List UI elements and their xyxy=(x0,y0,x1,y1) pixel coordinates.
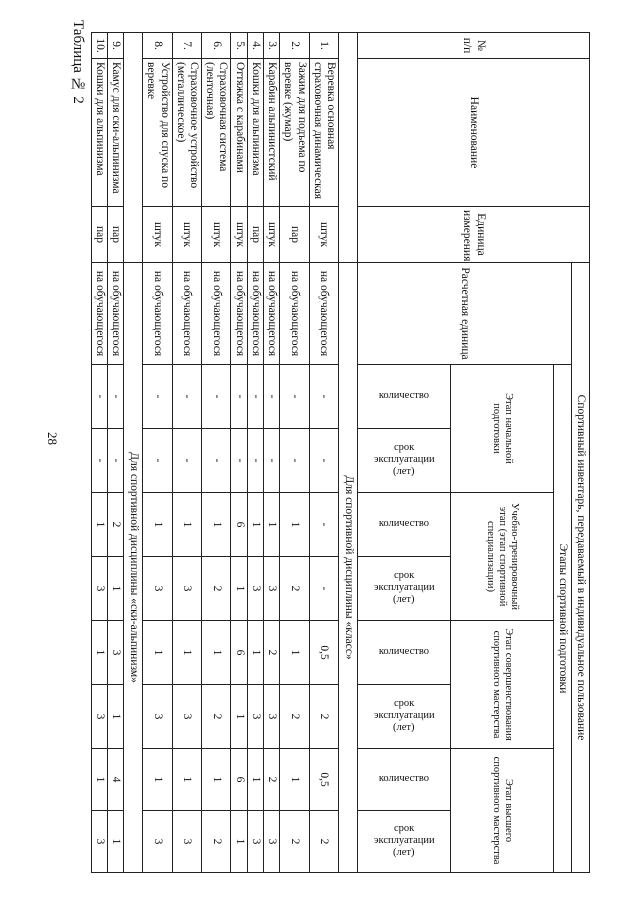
row-name: Кошки для альпинизма xyxy=(91,59,107,207)
row-term-value: - xyxy=(91,429,107,493)
row-unit: штук xyxy=(263,207,279,263)
row-quantity-value: - xyxy=(309,365,338,429)
row-term-value: 2 xyxy=(309,685,338,749)
row-calc-unit: на обучающегося xyxy=(143,263,172,365)
section-title: Для спортивной дисциплины «ски-альпинизм» xyxy=(124,263,143,873)
row-quantity-value: 1 xyxy=(280,493,309,557)
row-term-value: - xyxy=(309,429,338,493)
row-term-value: 1 xyxy=(231,685,247,749)
row-term-value: - xyxy=(143,429,172,493)
row-unit: пар xyxy=(91,207,107,263)
row-quantity-value: 1 xyxy=(91,749,107,811)
table-row xyxy=(202,33,231,873)
row-term-value: 3 xyxy=(143,557,172,621)
row-number: 3. xyxy=(263,33,279,59)
row-quantity-value: 1 xyxy=(172,493,201,557)
row-name: Оттяжка с карабинами xyxy=(231,59,247,207)
subheader-term-stage-1 xyxy=(358,429,451,493)
row-quantity-value: 6 xyxy=(231,493,247,557)
row-number: 4. xyxy=(247,33,263,59)
row-calc-unit: на обучающегося xyxy=(202,263,231,365)
table-caption: Таблица № 2 xyxy=(70,20,86,104)
row-quantity-value: - xyxy=(172,365,201,429)
section-row xyxy=(124,33,143,873)
row-term-value: 1 xyxy=(107,557,123,621)
table-body xyxy=(91,33,357,873)
row-quantity-value: - xyxy=(91,365,107,429)
row-quantity-value: 2 xyxy=(263,749,279,811)
row-calc-unit: на обучающегося xyxy=(172,263,201,365)
row-calc-unit: на обучающегося xyxy=(247,263,263,365)
subheader-quantity-label: количество xyxy=(378,773,430,785)
row-quantity-value: 1 xyxy=(143,621,172,685)
row-term-value: - xyxy=(280,429,309,493)
header-stage-4: Этап высшего спортивного мастерства xyxy=(451,749,554,873)
row-term-value: 1 xyxy=(107,685,123,749)
subheader-quantity-stage-2 xyxy=(358,493,451,557)
row-term-value: 3 xyxy=(263,685,279,749)
row-name: Веревка основная страховочная динамическая xyxy=(309,59,338,207)
table-row xyxy=(280,33,309,873)
row-quantity-value: 1 xyxy=(91,621,107,685)
row-quantity-value: 1 xyxy=(280,621,309,685)
row-name: Кошки для альпинизма xyxy=(247,59,263,207)
row-number: 6. xyxy=(202,33,231,59)
row-unit: пар xyxy=(107,207,123,263)
row-term-value: 2 xyxy=(202,685,231,749)
header-unit: Единица измерения xyxy=(358,207,590,263)
table-row xyxy=(309,33,338,873)
row-quantity-value: 0,5 xyxy=(309,749,338,811)
subheader-term-stage-2 xyxy=(358,557,451,621)
row-term-value: 3 xyxy=(247,685,263,749)
subheader-term-stage-3 xyxy=(358,685,451,749)
header-stage-2: Учебно-тренировочный этап (этап спортивной специализации) xyxy=(451,493,554,621)
subheader-quantity-label: количество xyxy=(378,646,430,658)
row-quantity-value: 1 xyxy=(143,493,172,557)
row-quantity-value: 1 xyxy=(247,749,263,811)
header-stages-title: Этапы спортивной подготовки xyxy=(554,365,572,873)
row-name: Карабин альпинистский xyxy=(263,59,279,207)
row-number: 10. xyxy=(91,33,107,59)
row-quantity-value: 1 xyxy=(263,493,279,557)
row-quantity-value: 1 xyxy=(247,493,263,557)
header-stage-1: Этап начальной подготовки xyxy=(451,365,554,493)
row-quantity-value: 1 xyxy=(143,749,172,811)
row-term-value: 2 xyxy=(280,685,309,749)
header-stage-3: Этап совершенствования спортивного мастерства xyxy=(451,621,554,749)
row-quantity-value: - xyxy=(247,365,263,429)
row-term-value: 3 xyxy=(91,811,107,873)
row-quantity-value: - xyxy=(143,365,172,429)
row-term-value: 3 xyxy=(263,811,279,873)
row-term-value: 2 xyxy=(202,811,231,873)
row-unit: штук xyxy=(309,207,338,263)
row-quantity-value: - xyxy=(231,365,247,429)
section-spacer xyxy=(124,33,143,263)
row-quantity-value: - xyxy=(280,365,309,429)
row-name: Камус для ски-альпинизма xyxy=(107,59,123,207)
row-unit: штук xyxy=(172,207,201,263)
table-row xyxy=(107,33,123,873)
row-quantity-value: - xyxy=(107,365,123,429)
row-quantity-value: 2 xyxy=(263,621,279,685)
row-term-value: 1 xyxy=(231,557,247,621)
row-number: 5. xyxy=(231,33,247,59)
row-term-value: 2 xyxy=(309,811,338,873)
row-quantity-value: 1 xyxy=(202,749,231,811)
subheader-term-label: срок эксплуатации (лет) xyxy=(373,442,435,478)
row-term-value: 3 xyxy=(143,685,172,749)
row-number: 8. xyxy=(143,33,172,59)
row-term-value: 3 xyxy=(263,557,279,621)
row-term-value: - xyxy=(247,429,263,493)
section-title: Для спортивной дисциплины «класс» xyxy=(339,263,358,873)
row-term-value: 2 xyxy=(280,811,309,873)
row-term-value: - xyxy=(309,557,338,621)
row-quantity-value: - xyxy=(263,365,279,429)
row-term-value: - xyxy=(107,429,123,493)
row-quantity-value: 6 xyxy=(231,621,247,685)
row-term-value: 3 xyxy=(91,685,107,749)
row-term-value: 1 xyxy=(107,811,123,873)
row-quantity-value: 1 xyxy=(172,621,201,685)
row-name: Страховочное устройство (металлическое) xyxy=(172,59,201,207)
row-unit: пар xyxy=(247,207,263,263)
row-number: 9. xyxy=(107,33,123,59)
table-row xyxy=(263,33,279,873)
row-calc-unit: на обучающегося xyxy=(280,263,309,365)
row-unit: штук xyxy=(202,207,231,263)
rotated-table xyxy=(93,32,590,872)
row-term-value: 3 xyxy=(172,811,201,873)
table-row xyxy=(91,33,107,873)
row-quantity-value: 1 xyxy=(91,493,107,557)
section-row xyxy=(339,33,358,873)
subheader-quantity-stage-4 xyxy=(358,749,451,811)
row-term-value: 1 xyxy=(231,811,247,873)
row-quantity-value: 2 xyxy=(107,493,123,557)
rotated-table-wrapper xyxy=(93,32,590,872)
row-quantity-value: 1 xyxy=(172,749,201,811)
page-number: 28 xyxy=(45,432,60,445)
row-term-value: 3 xyxy=(247,557,263,621)
equipment-table xyxy=(91,32,590,873)
row-calc-unit: на обучающегося xyxy=(231,263,247,365)
header-calc-unit: Расчетная единица xyxy=(358,263,572,365)
row-unit: штук xyxy=(231,207,247,263)
subheader-quantity-stage-1 xyxy=(358,365,451,429)
subheader-quantity-label: количество xyxy=(378,390,430,402)
row-term-value: - xyxy=(172,429,201,493)
row-name: Устройство для спуска по веревке xyxy=(143,59,172,207)
row-quantity-value: 3 xyxy=(107,621,123,685)
subheader-quantity-stage-3 xyxy=(358,621,451,685)
row-term-value: - xyxy=(231,429,247,493)
row-term-value: - xyxy=(202,429,231,493)
row-calc-unit: на обучающегося xyxy=(309,263,338,365)
row-name: Страховочная система (ленточная) xyxy=(202,59,231,207)
row-term-value: 3 xyxy=(143,811,172,873)
subheader-term-label: срок эксплуатации (лет) xyxy=(373,698,435,734)
row-quantity-value: 1 xyxy=(280,749,309,811)
row-term-value: 3 xyxy=(172,557,201,621)
row-quantity-value: 1 xyxy=(202,493,231,557)
subheader-term-label: срок эксплуатации (лет) xyxy=(373,570,435,606)
row-calc-unit: на обучающегося xyxy=(263,263,279,365)
row-quantity-value: 4 xyxy=(107,749,123,811)
header-group-title: Спортивный инвентарь, передаваемый в индивидуальное пользование xyxy=(572,263,590,873)
row-number: 1. xyxy=(309,33,338,59)
row-name: Зажим для подъема по веревке (жумар) xyxy=(280,59,309,207)
subheader-term-label: срок эксплуатации (лет) xyxy=(373,823,435,859)
row-quantity-value: - xyxy=(309,493,338,557)
row-term-value: 2 xyxy=(280,557,309,621)
subheader-quantity-label: количество xyxy=(378,518,430,530)
row-quantity-value: 1 xyxy=(202,621,231,685)
row-quantity-value: 6 xyxy=(231,749,247,811)
row-term-value: 3 xyxy=(91,557,107,621)
row-quantity-value: 0,5 xyxy=(309,621,338,685)
table-row xyxy=(172,33,201,873)
row-unit: штук xyxy=(143,207,172,263)
subheader-term-stage-4 xyxy=(358,811,451,873)
row-term-value: 3 xyxy=(247,811,263,873)
section-spacer xyxy=(339,33,358,263)
header-name: Наименование xyxy=(358,59,590,207)
row-quantity-value: 1 xyxy=(247,621,263,685)
header-no: № п/п xyxy=(358,33,590,59)
table-row xyxy=(247,33,263,873)
row-term-value: - xyxy=(263,429,279,493)
row-term-value: 2 xyxy=(202,557,231,621)
row-calc-unit: на обучающегося xyxy=(91,263,107,365)
row-number: 2. xyxy=(280,33,309,59)
row-quantity-value: - xyxy=(202,365,231,429)
row-calc-unit: на обучающегося xyxy=(107,263,123,365)
row-term-value: 3 xyxy=(172,685,201,749)
row-number: 7. xyxy=(172,33,201,59)
row-unit: пар xyxy=(280,207,309,263)
table-row xyxy=(231,33,247,873)
table-row xyxy=(143,33,172,873)
